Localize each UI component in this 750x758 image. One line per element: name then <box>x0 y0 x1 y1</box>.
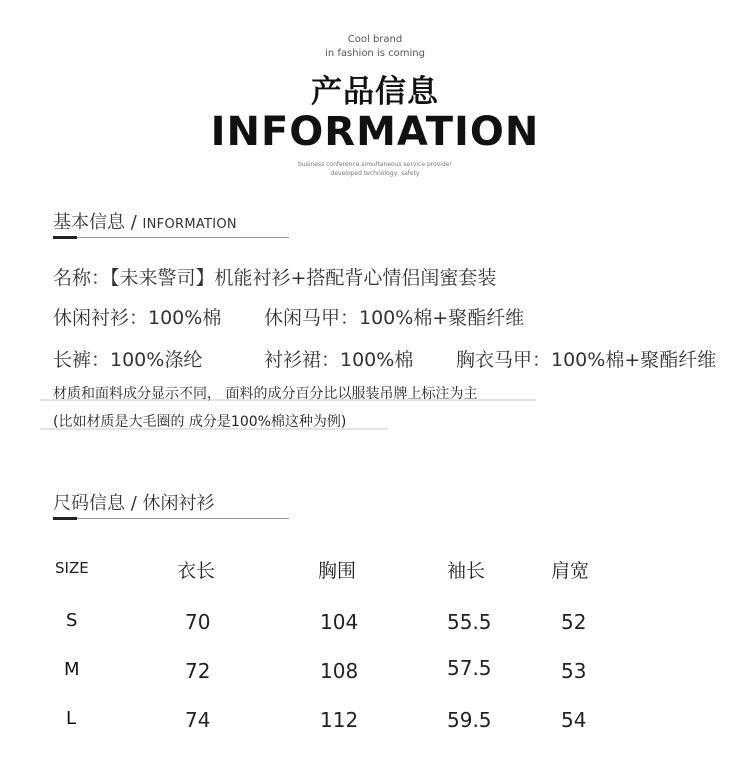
section-divider <box>53 518 289 519</box>
size-info-heading: 尺码信息 / 休闲衬衫 <box>53 493 215 514</box>
section-divider-accent <box>53 236 77 239</box>
material-note-line-2: (比如材质是大毛圈的 成分是100%棉这种为例) <box>53 414 347 430</box>
table-cell-chest: 104 <box>320 610 359 634</box>
table-header-length: 衣长 <box>177 560 216 582</box>
table-cell-length: 70 <box>185 610 211 634</box>
table-row-size-label: S <box>66 610 78 631</box>
table-cell-sleeve: 57.5 <box>447 656 492 680</box>
brand-tagline-line-1: Cool brand <box>347 34 403 45</box>
page-title-en: INFORMATION <box>210 109 540 155</box>
basic-info-heading-cn: 基本信息 / <box>53 212 143 233</box>
basic-info-heading-en: INFORMATION <box>142 217 237 232</box>
material-shirt: 休闲衬衫：100%棉 <box>53 307 222 329</box>
table-cell-sleeve: 55.5 <box>447 610 492 634</box>
material-pants: 长裤：100%涤纶 <box>53 349 203 371</box>
product-name: 名称：【未来警司】机能衬衫+搭配背心情侣闺蜜套装 <box>53 267 497 289</box>
table-header-sleeve: 袖长 <box>447 560 486 582</box>
basic-info-heading <box>53 208 237 234</box>
table-cell-shoulder: 54 <box>561 708 587 732</box>
subtitle-line-1: business conference simultaneous service provider <box>298 161 452 168</box>
page-title-cn: 产品信息 <box>311 74 439 110</box>
table-cell-length: 74 <box>185 708 211 732</box>
table-header-size: SIZE <box>55 559 89 577</box>
subtitle-line-2: developed technology, safety <box>330 170 420 177</box>
table-cell-shoulder: 52 <box>561 610 587 634</box>
table-cell-chest: 108 <box>320 659 359 683</box>
table-cell-length: 72 <box>185 659 211 683</box>
material-note-line-1: 材质和面料成分显示不同， 面料的成分百分比以服装吊牌上标注为主 <box>53 386 478 402</box>
table-cell-shoulder: 53 <box>561 659 587 683</box>
section-divider-accent <box>53 517 77 520</box>
material-vest: 休闲马甲：100%棉+聚酯纤维 <box>264 307 525 329</box>
table-row-size-label: M <box>64 659 80 680</box>
table-header-chest: 胸围 <box>318 560 357 582</box>
brand-tagline-line-2: in fashion is coming <box>325 48 425 59</box>
table-cell-chest: 112 <box>320 708 359 732</box>
material-shirt-dress: 衬衫裙：100%棉 <box>264 349 414 371</box>
material-bustier-vest: 胸衣马甲：100%棉+聚酯纤维 <box>456 349 717 371</box>
table-header-shoulder: 肩宽 <box>551 560 590 582</box>
section-divider <box>53 237 289 238</box>
table-cell-sleeve: 59.5 <box>447 708 492 732</box>
table-row-size-label: L <box>66 708 77 729</box>
